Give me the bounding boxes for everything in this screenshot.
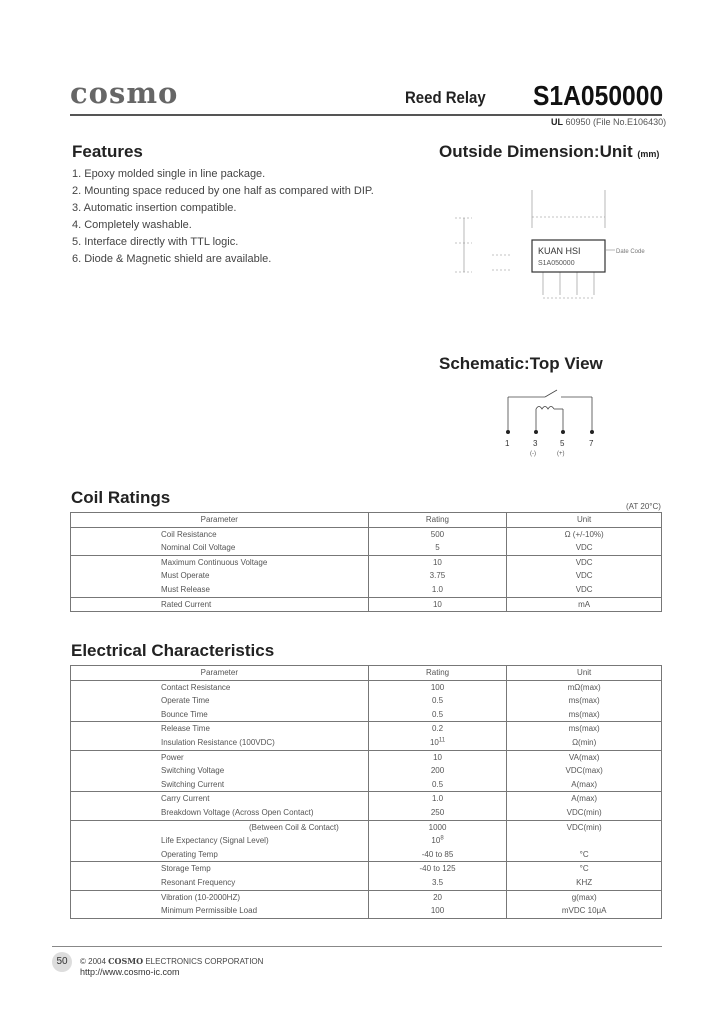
cell-parameter: Breakdown Voltage (Across Open Contact)	[71, 806, 369, 820]
coil-ratings-condition: (AT 20°C)	[626, 502, 661, 511]
cell-unit: VDC	[507, 583, 662, 597]
table-row	[71, 583, 662, 597]
cell-unit: A(max)	[507, 792, 662, 806]
cell-unit: mVDC 10μA	[507, 904, 662, 918]
table-row	[71, 597, 662, 612]
table-row	[71, 736, 662, 750]
table-header-row	[71, 666, 662, 681]
table-row	[71, 722, 662, 736]
cell-unit: VA(max)	[507, 750, 662, 764]
features-title: Features	[72, 142, 143, 161]
table-row	[71, 890, 662, 904]
cell-unit: mΩ(max)	[507, 680, 662, 694]
cell-parameter: Operate Time	[71, 694, 369, 708]
cell-rating: 10	[368, 750, 507, 764]
table-row	[71, 708, 662, 722]
header-rating: Rating	[368, 513, 507, 528]
cell-unit: Ω (+/-10%)	[507, 527, 662, 541]
pin-polarity: (+)	[557, 451, 565, 457]
cell-unit	[507, 834, 662, 848]
pin-7-dot	[590, 430, 594, 434]
copyright-brand: COSMO	[108, 956, 144, 966]
cell-rating: 1000	[368, 820, 507, 834]
pin-label: 1	[505, 439, 510, 448]
header-parameter: Parameter	[71, 666, 369, 681]
page-number: 50	[52, 952, 72, 972]
cell-rating: 0.5	[368, 694, 507, 708]
cell-unit: °C	[507, 848, 662, 862]
cell-rating: 1.0	[368, 792, 507, 806]
cell-parameter: Storage Temp	[71, 862, 369, 876]
cell-unit: mA	[507, 597, 662, 612]
cell-unit: VDC(min)	[507, 806, 662, 820]
cell-rating: 100	[368, 680, 507, 694]
cell-parameter: Coil Resistance	[71, 527, 369, 541]
pin-polarity: (-)	[530, 451, 536, 457]
cell-unit: ms(max)	[507, 708, 662, 722]
pin-label: 7	[589, 439, 594, 448]
header-unit: Unit	[507, 666, 662, 681]
schematic-title: Schematic:Top View	[439, 354, 603, 373]
table-row	[71, 778, 662, 792]
rating-exponent: 8	[440, 835, 444, 842]
relay-body	[532, 240, 605, 272]
table-row	[71, 834, 662, 848]
table-row	[71, 680, 662, 694]
cell-unit: VDC(max)	[507, 764, 662, 778]
cell-parameter: Release Time	[71, 722, 369, 736]
schematic-drawing	[495, 382, 610, 462]
table-row	[71, 764, 662, 778]
cell-unit: °C	[507, 862, 662, 876]
cell-parameter: Switching Current	[71, 778, 369, 792]
cell-rating: 0.5	[368, 778, 507, 792]
cell-parameter: Must Operate	[71, 569, 369, 583]
cell-parameter: Resonant Frequency	[71, 876, 369, 890]
feature-item: 2. Mounting space reduced by one half as compared with DIP.	[72, 185, 374, 197]
cell-parameter: Must Release	[71, 583, 369, 597]
cell-parameter: Maximum Continuous Voltage	[71, 555, 369, 569]
cell-rating: 5	[368, 541, 507, 555]
footer-rule	[52, 946, 662, 947]
outside-dimension-drawing	[440, 170, 662, 335]
table-row	[71, 527, 662, 541]
table-row	[71, 750, 662, 764]
table-row	[71, 862, 662, 876]
cell-rating: 500	[368, 527, 507, 541]
cell-parameter: Insulation Resistance (100VDC)	[71, 736, 369, 750]
pin-5-dot	[561, 430, 565, 434]
pin-3-dot	[534, 430, 538, 434]
body-marking-line2: S1A050000	[538, 260, 575, 267]
cell-parameter: Operating Temp	[71, 848, 369, 862]
table-row	[71, 848, 662, 862]
od-unit: (mm)	[637, 149, 660, 159]
table-row	[71, 792, 662, 806]
cell-unit: KHZ	[507, 876, 662, 890]
features-list	[72, 166, 374, 268]
part-number: S1A050000	[533, 80, 664, 111]
cell-unit: VDC	[507, 541, 662, 555]
coil-ratings-title: Coil Ratings	[71, 488, 171, 507]
cell-rating	[368, 736, 507, 750]
cell-unit: VDC	[507, 555, 662, 569]
rating-exponent: 11	[438, 737, 446, 744]
cell-parameter: Minimum Permissible Load	[71, 904, 369, 918]
date-code-label: Date Code	[616, 249, 645, 255]
feature-item: 3. Automatic insertion compatible.	[72, 202, 237, 214]
table-row	[71, 876, 662, 890]
cell-rating: 250	[368, 806, 507, 820]
cell-unit: VDC	[507, 569, 662, 583]
cell-rating: 100	[368, 904, 507, 918]
cell-rating: 10	[368, 597, 507, 612]
cell-parameter: Life Expectancy (Signal Level)	[71, 834, 369, 848]
cell-rating: 0.2	[368, 722, 507, 736]
table-row	[71, 806, 662, 820]
cell-unit: VDC(min)	[507, 820, 662, 834]
product-type: Reed Relay	[405, 88, 486, 107]
cell-parameter: Vibration (10-2000HZ)	[71, 890, 369, 904]
cell-parameter: Bounce Time	[71, 708, 369, 722]
coil-ratings-table	[70, 512, 662, 612]
cell-rating: 3.75	[368, 569, 507, 583]
table-row	[71, 569, 662, 583]
cell-unit: ms(max)	[507, 694, 662, 708]
table-row	[71, 541, 662, 555]
cell-rating: -40 to 85	[368, 848, 507, 862]
pin-label: 5	[560, 439, 565, 448]
cell-unit: g(max)	[507, 890, 662, 904]
copyright-company: ELECTRONICS CORPORATION	[145, 957, 264, 966]
cell-rating: 200	[368, 764, 507, 778]
header-parameter: Parameter	[71, 513, 369, 528]
cell-rating: 10	[368, 555, 507, 569]
rating-base: 10	[429, 737, 439, 747]
cell-unit: A(max)	[507, 778, 662, 792]
header-rating: Rating	[368, 666, 507, 681]
header-unit: Unit	[507, 513, 662, 528]
website-link[interactable]: http://www.cosmo-ic.com	[80, 967, 180, 977]
brand-logo: cosmo	[70, 76, 179, 110]
ul-label: UL	[551, 117, 563, 127]
cell-unit: ms(max)	[507, 722, 662, 736]
copyright	[80, 956, 263, 966]
cell-parameter: Carry Current	[71, 792, 369, 806]
cell-parameter: Rated Current	[71, 597, 369, 612]
rating-base: 10	[431, 836, 441, 846]
table-row	[71, 555, 662, 569]
cell-rating: -40 to 125	[368, 862, 507, 876]
feature-item: 1. Epoxy molded single in line package.	[72, 168, 266, 180]
cell-parameter: Contact Resistance	[71, 680, 369, 694]
cell-rating: 3.5	[368, 876, 507, 890]
cell-rating: 20	[368, 890, 507, 904]
electrical-table	[70, 665, 662, 919]
header-rule	[70, 114, 662, 116]
table-header-row	[71, 513, 662, 528]
feature-item: 6. Diode & Magnetic shield are available.	[72, 253, 272, 265]
feature-item: 5. Interface directly with TTL logic.	[72, 236, 239, 248]
table-row	[71, 820, 662, 834]
cell-rating: 0.5	[368, 708, 507, 722]
table-row	[71, 694, 662, 708]
cell-rating: 1.0	[368, 583, 507, 597]
cell-rating	[368, 834, 507, 848]
outside-dimension-title	[439, 142, 659, 162]
electrical-title: Electrical Characteristics	[71, 641, 275, 660]
copyright-year: © 2004	[80, 957, 106, 966]
cell-parameter: Nominal Coil Voltage	[71, 541, 369, 555]
ul-certification	[551, 117, 666, 127]
cell-parameter: Power	[71, 750, 369, 764]
cell-parameter: (Between Coil & Contact)	[71, 820, 369, 834]
od-title-text: Outside Dimension:Unit	[439, 142, 633, 161]
pin-label: 3	[533, 439, 538, 448]
pin-1-dot	[506, 430, 510, 434]
table-row	[71, 904, 662, 918]
body-marking-line1: KUAN HSI	[538, 246, 581, 256]
ul-file: 60950 (File No.E106430)	[565, 117, 667, 127]
cell-unit: Ω(min)	[507, 736, 662, 750]
cell-parameter: Switching Voltage	[71, 764, 369, 778]
feature-item: 4. Completely washable.	[72, 219, 192, 231]
